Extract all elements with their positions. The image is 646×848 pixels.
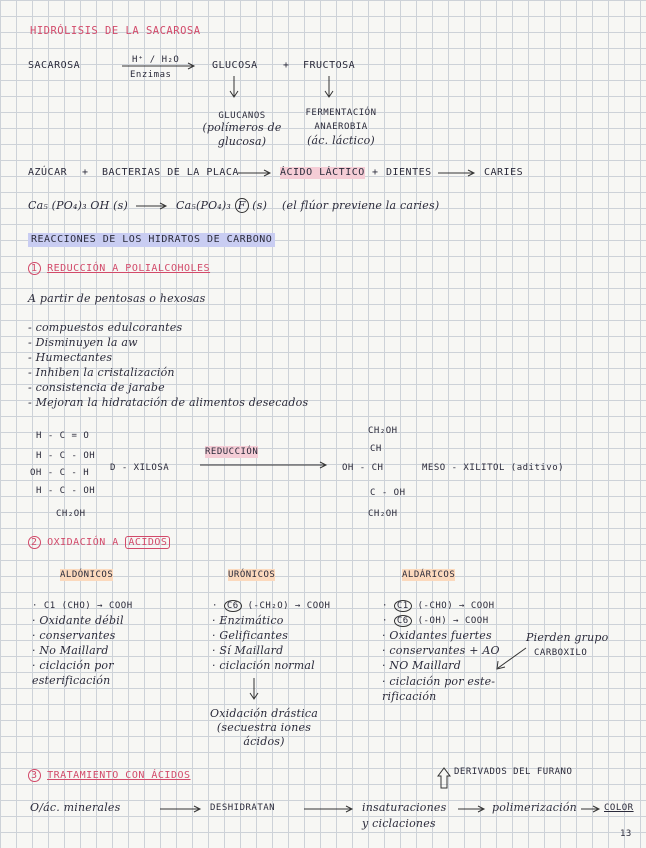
bullet-item: - Inhiben la cristalización bbox=[28, 366, 175, 379]
section-1-title: 1 REDUCCIÓN A POLIALCOHOLES bbox=[28, 263, 210, 275]
page-title: HIDRÓLISIS DE LA SACAROSA bbox=[30, 25, 201, 37]
fluor-symbol: F bbox=[235, 198, 249, 213]
condition-top: H⁺ / H₂O bbox=[132, 55, 180, 65]
aldonicos-item: · ciclación por bbox=[32, 659, 114, 672]
xylitol-line: C - OH bbox=[370, 488, 406, 498]
bacterias-label: BACTERIAS DE LA PLACA bbox=[102, 167, 239, 178]
uronicos-title: URÓNICOS bbox=[228, 570, 276, 580]
aldaricos-item: · NO Maillard bbox=[382, 659, 461, 672]
aldaricos-item: rificación bbox=[382, 690, 437, 703]
step-arrow-1 bbox=[160, 805, 204, 813]
aldaricos-item-2: · C6 (-OH) → COOH bbox=[382, 616, 489, 626]
reduccion-arrow bbox=[200, 461, 330, 469]
color-label: COLOR bbox=[604, 803, 634, 813]
glucosa-down-arrow bbox=[229, 76, 239, 98]
furano-label: DERIVADOS DEL FURANO bbox=[454, 767, 573, 777]
bullet-item: - compuestos edulcorantes bbox=[28, 321, 183, 334]
glucanos-desc-1: (polímeros de bbox=[202, 121, 282, 134]
section-3-number: 3 bbox=[28, 769, 41, 782]
bullet-item: - Mejoran la hidratación de alimentos desecados bbox=[28, 396, 309, 409]
uronicos-item: · Sí Maillard bbox=[212, 644, 284, 657]
xylose-line: H - C - OH bbox=[36, 451, 96, 461]
intro-text: A partir de pentosas o hexosas bbox=[28, 292, 206, 305]
section-1-number: 1 bbox=[28, 262, 41, 275]
xylose-line: CH₂OH bbox=[56, 509, 86, 519]
dientes-label: DIENTES bbox=[386, 167, 432, 178]
bullet-item: - Humectantes bbox=[28, 351, 113, 364]
fluor-arrow bbox=[136, 202, 170, 210]
section-2-title: 2 OXIDACIÓN A ÁCIDOS bbox=[28, 537, 170, 549]
fluorapatita-formula: Ca₅(PO₄)₃ F (s) bbox=[176, 199, 268, 212]
xylose-line: H - C = O bbox=[36, 431, 90, 441]
uronicos-item-1: · C6 (-CH₂O) → COOH bbox=[212, 601, 331, 611]
caries-arrow-2 bbox=[438, 169, 478, 177]
aldonicos-item: · conservantes bbox=[32, 629, 116, 642]
xylose-name: D - XILOSA bbox=[110, 463, 170, 473]
fructosa-down-arrow bbox=[324, 76, 334, 98]
acido-lactico-label: ÁCIDO LÁCTICO bbox=[280, 167, 365, 178]
plus-sign-2: + bbox=[82, 167, 89, 178]
glucanos-label: GLUCANOS bbox=[218, 111, 266, 121]
section-3-title: 3 TRATAMIENTO CON ÁCIDOS bbox=[28, 770, 191, 782]
deshidratan-label: DESHIDRATAN bbox=[210, 803, 276, 813]
uronicos-item: · ciclación normal bbox=[212, 659, 315, 672]
aldaricos-note: CARBOXILO bbox=[534, 648, 588, 658]
section-title: REACCIONES DE LOS HIDRATOS DE CARBONO bbox=[28, 233, 275, 247]
plus-sign: + bbox=[283, 60, 290, 71]
aldaricos-note: Pierden grupo bbox=[526, 631, 609, 644]
xylitol-line: CH₂OH bbox=[368, 509, 398, 519]
aldaricos-item: · ciclación por este- bbox=[382, 675, 496, 688]
aldonicos-item: esterificación bbox=[32, 674, 111, 687]
caries-label: CARIES bbox=[484, 167, 524, 178]
reduccion-label: REDUCCIÓN bbox=[205, 447, 259, 457]
aldonicos-title: ALDÓNICOS bbox=[60, 570, 114, 580]
azucar-label: AZÚCAR bbox=[28, 167, 68, 178]
polimerizacion-label: polimerización bbox=[492, 801, 577, 814]
bullet-item: - Disminuyen la aw bbox=[28, 336, 138, 349]
aldaricos-item: · conservantes + AO bbox=[382, 644, 500, 657]
aldaricos-item-1: · C1 (-CHO) → COOH bbox=[382, 601, 495, 611]
uronicos-note: Oxidación drástica bbox=[210, 707, 318, 720]
anaerobia-label: ANAEROBIA bbox=[314, 122, 368, 132]
bullet-item: - consistencia de jarabe bbox=[28, 381, 165, 394]
furano-arrow bbox=[437, 766, 451, 790]
step-arrow-2 bbox=[304, 805, 356, 813]
fermentacion-label: FERMENTACIÓN bbox=[305, 108, 377, 118]
glucosa-label: GLUCOSA bbox=[212, 60, 258, 71]
hidroxiapatita-formula: Ca₅ (PO₄)₃ OH (s) bbox=[28, 199, 128, 212]
fluor-note: (el flúor previene la caries) bbox=[282, 199, 440, 212]
plus-sign-3: + bbox=[372, 167, 379, 178]
xylitol-line: OH - CH bbox=[342, 463, 384, 473]
aldonicos-item: · Oxidante débil bbox=[32, 614, 124, 627]
acido-lactico-note: (ác. láctico) bbox=[307, 134, 375, 147]
step-arrow-3 bbox=[458, 805, 488, 813]
ciclaciones-label: y ciclaciones bbox=[362, 817, 436, 830]
uronicos-down-arrow bbox=[249, 678, 259, 700]
aldonicos-item: · C1 (CHO) → COOH bbox=[32, 601, 133, 611]
step-arrow-4 bbox=[581, 805, 603, 813]
uronicos-note: ácidos) bbox=[243, 735, 285, 748]
insaturaciones-label: insaturaciones bbox=[362, 801, 447, 814]
caries-arrow-1 bbox=[238, 169, 274, 177]
acidos-minerales: O/ác. minerales bbox=[30, 801, 121, 814]
condition-bottom: Enzimas bbox=[130, 70, 172, 80]
aldonicos-item: · No Maillard bbox=[32, 644, 109, 657]
xylitol-line: CH bbox=[370, 444, 382, 454]
xylitol-line: CH₂OH bbox=[368, 426, 398, 436]
sacarosa-label: SACAROSA bbox=[28, 60, 81, 71]
xylitol-name: MESO - XILITOL (aditivo) bbox=[422, 463, 565, 473]
section-2-number: 2 bbox=[28, 536, 41, 549]
aldaricos-title: ALDÁRICOS bbox=[402, 570, 456, 580]
xylose-line: OH - C - H bbox=[30, 468, 90, 478]
fructosa-label: FRUCTOSA bbox=[303, 60, 356, 71]
uronicos-item: · Gelificantes bbox=[212, 629, 289, 642]
page-number: 13 bbox=[620, 829, 632, 839]
glucanos-desc-2: glucosa) bbox=[217, 135, 267, 148]
xylose-line: H - C - OH bbox=[36, 486, 96, 496]
uronicos-note: (secuestra iones bbox=[216, 721, 312, 734]
aldaricos-item: · Oxidantes fuertes bbox=[382, 629, 492, 642]
uronicos-item: · Enzimático bbox=[212, 614, 284, 627]
aldaricos-note-arrow bbox=[494, 646, 530, 672]
